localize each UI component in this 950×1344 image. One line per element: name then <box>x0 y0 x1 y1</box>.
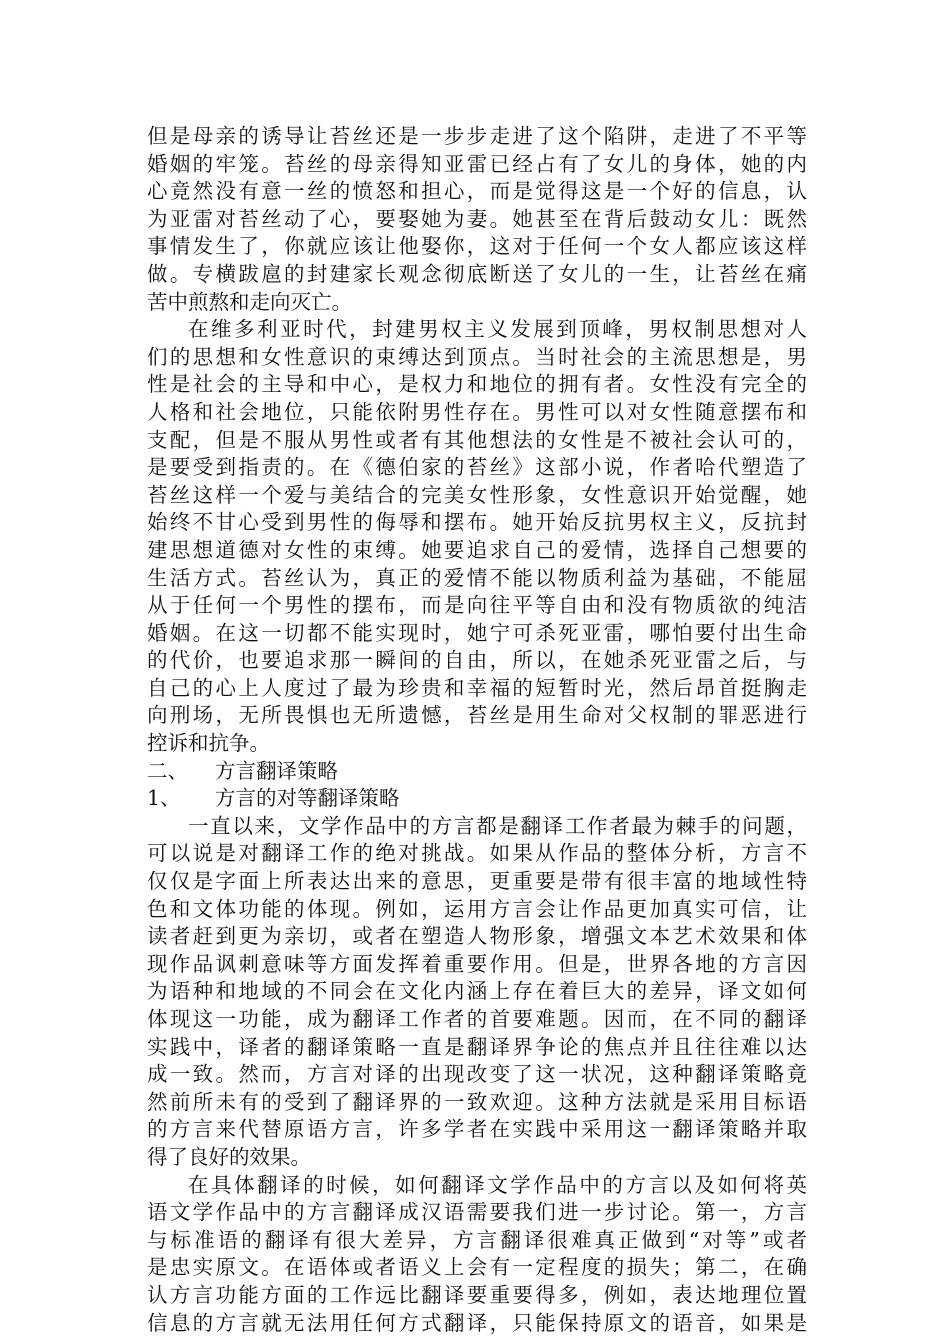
paragraph-2 <box>147 316 807 758</box>
text-line: 支配，但是不服从男性或者有其他想法的女性是不被社会认可的， <box>147 427 807 452</box>
text-line: 信息的方言就无法用任何方式翻译，只能保持原文的语音，如果是 <box>147 1310 807 1335</box>
text-line: 是忠实原文。在语体或者语义上会有一定程度的损失；第二，在确 <box>147 1255 807 1280</box>
text-line: 苦中煎熬和走向灭亡。 <box>147 289 352 314</box>
text-line: 仅仅是字面上所表达出来的意思，更重要是带有很丰富的地域性特 <box>147 869 807 894</box>
text-line: 但是母亲的诱导让苔丝还是一步步走进了这个陷阱，走进了不平等 <box>147 124 807 148</box>
section-title: 方言翻译策略 <box>215 758 338 783</box>
paragraph-4 <box>147 1172 807 1338</box>
text-line: 在具体翻译的时候，如何翻译文学作品中的方言以及如何将英 <box>188 1172 807 1197</box>
text-line: 是要受到指责的。在《德伯家的苔丝》这部小说，作者哈代塑造了 <box>147 455 807 480</box>
text-line: 性是社会的主导和中心，是权力和地位的拥有者。女性没有完全的 <box>147 372 807 397</box>
text-line: 人格和社会地位，只能依附男性存在。男性可以对女性随意摆布和 <box>147 399 807 424</box>
text-line: 向刑场，无所畏惧也无所遗憾，苔丝是用生命对父权制的罪恶进行 <box>147 703 807 728</box>
text-line: 从于任何一个男性的摆布，而是向往平等自由和没有物质欲的纯洁 <box>147 593 807 618</box>
text-line: 婚姻的牢笼。苔丝的母亲得知亚雷已经占有了女儿的身体，她的内 <box>147 151 807 176</box>
subsection-title: 方言的对等翻译策略 <box>215 786 400 811</box>
text-line: 自己的心上人度过了最为珍贵和幸福的短暂时光，然后昂首挺胸走 <box>147 675 807 700</box>
paragraph-1 <box>147 123 807 316</box>
text-line: 成一致。然而，方言对译的出现改变了这一状况，这种翻译策略竟 <box>147 1062 807 1087</box>
text-line: 控诉和抗争。 <box>147 731 270 756</box>
text-line: 婚姻。在这一切都不能实现时，她宁可杀死亚雷，哪怕要付出生命 <box>147 620 807 645</box>
text-line: 体现这一功能，成为翻译工作者的首要难题。因而，在不同的翻译 <box>147 1007 807 1031</box>
section-heading <box>147 758 807 786</box>
text-line: 苔丝这样一个爱与美结合的完美女性形象，女性意识开始觉醒，她 <box>147 482 807 507</box>
text-line: 读者赶到更为亲切，或者在塑造人物形象，增强文本艺术效果和体 <box>147 924 807 949</box>
subsection-heading <box>147 785 807 813</box>
text-line: 在维多利亚时代，封建男权主义发展到顶峰，男权制思想对人 <box>188 317 807 342</box>
text-line: 语文学作品中的方言翻译成汉语需要我们进一步讨论。第一，方言 <box>147 1200 807 1225</box>
text-line: 建思想道德对女性的束缚。她要追求自己的爱情，选择自己想要的 <box>147 537 807 562</box>
text-line: 的方言来代替原语方言，许多学者在实践中采用这一翻译策略并取 <box>147 1117 807 1142</box>
text-line: 得了良好的效果。 <box>147 1144 311 1169</box>
text-line: 们的思想和女性意识的束缚达到顶点。当时社会的主流思想是，男 <box>147 344 807 369</box>
body-text <box>147 123 807 1337</box>
section-number: 二、 <box>147 758 188 783</box>
paragraph-3 <box>147 813 807 1172</box>
text-line: 现作品讽刺意味等方面发挥着重要作用。但是，世界各地的方言因 <box>147 951 807 976</box>
text-line: 生活方式。苔丝认为，真正的爱情不能以物质利益为基础，不能屈 <box>147 565 807 590</box>
text-line: 为语种和地域的不同会在文化内涵上存在着巨大的差异，译文如何 <box>147 979 807 1004</box>
text-line: 始终不甘心受到男性的侮辱和摆布。她开始反抗男权主义，反抗封 <box>147 510 807 535</box>
text-line: 可以说是对翻译工作的绝对挑战。如果从作品的整体分析，方言不 <box>147 841 807 866</box>
text-line: 为亚雷对苔丝动了心，要娶她为妻。她甚至在背后鼓动女儿：既然 <box>147 206 807 231</box>
text-line: 然前所未有的受到了翻译界的一致欢迎。这种方法就是采用目标语 <box>147 1089 807 1114</box>
text-line: 实践中，译者的翻译策略一直是翻译界争论的焦点并且往往难以达 <box>147 1034 807 1059</box>
text-line: 的代价，也要追求那一瞬间的自由，所以，在她杀死亚雷之后，与 <box>147 648 807 673</box>
text-line: 与标准语的翻译有很大差异，方言翻译很难真正做到“对等”或者 <box>147 1227 807 1252</box>
text-line: 一直以来，文学作品中的方言都是翻译工作者最为棘手的问题， <box>188 813 807 838</box>
text-line: 做。专横跋扈的封建家长观念彻底断送了女儿的一生，让苔丝在痛 <box>147 261 807 286</box>
subsection-number: 1、 <box>147 786 181 811</box>
text-line: 认方言功能方面的工作远比翻译要重要得多，例如，表达地理位置 <box>147 1282 807 1307</box>
text-line: 心竟然没有意一丝的愤怒和担心，而是觉得这是一个好的信息，认 <box>147 179 807 204</box>
text-line: 事情发生了，你就应该让他娶你，这对于任何一个女人都应该这样 <box>147 234 807 259</box>
text-line: 色和文体功能的体现。例如，运用方言会让作品更加真实可信，让 <box>147 896 807 921</box>
